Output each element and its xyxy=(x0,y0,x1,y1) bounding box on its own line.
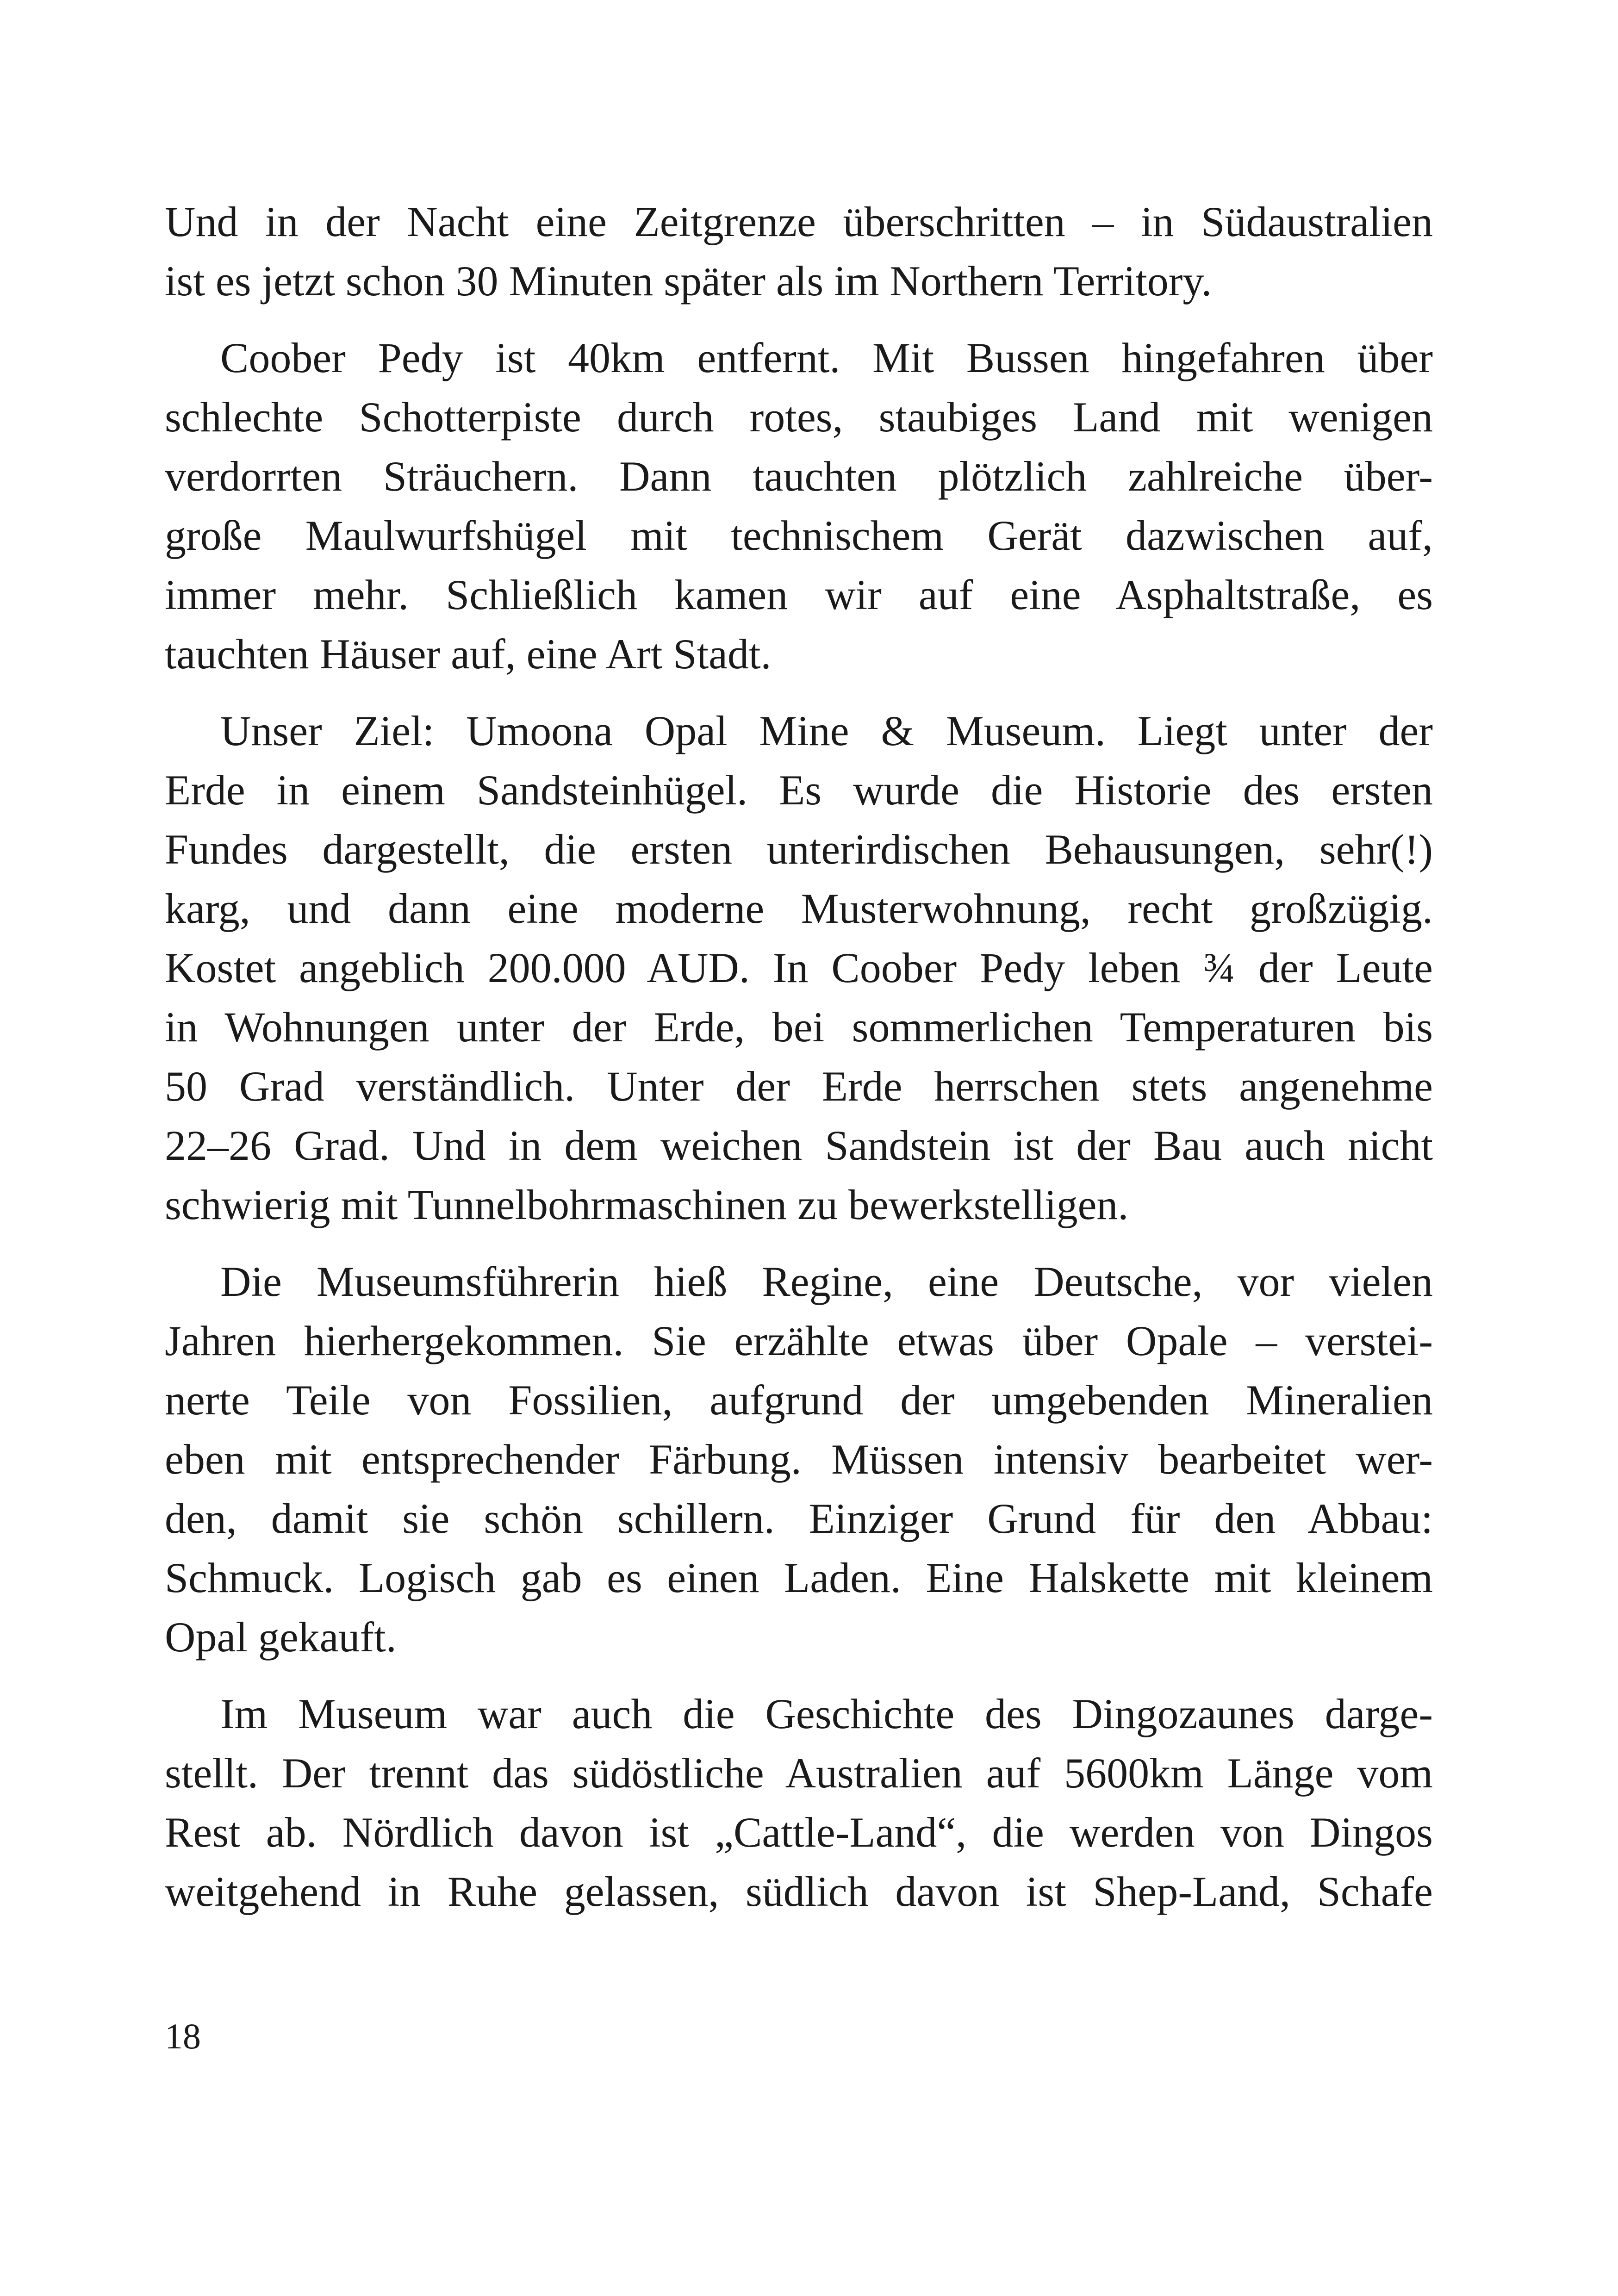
text-line: ist es jetzt schon 30 Minuten später als im Northern Territory. xyxy=(165,257,1212,305)
text-line: große Maulwurfshügel mit technischem Gerät dazwischen auf, xyxy=(165,512,1433,559)
text-line: karg, und dann eine moderne Musterwohnung, recht großzügig. xyxy=(165,885,1433,932)
page-number: 18 xyxy=(165,2016,201,2056)
text-line: Und in der Nacht eine Zeitgrenze überschritten – in Südaustralien xyxy=(165,198,1433,245)
text-line: stellt. Der trennt das südöstliche Australien auf 5600km Länge vom xyxy=(165,1749,1433,1797)
text-line: weitgehend in Ruhe gelassen, südlich davon ist Shep-Land, Schafe xyxy=(165,1868,1433,1915)
text-line: 50 Grad verständlich. Unter der Erde herrschen stets angenehme xyxy=(165,1063,1433,1110)
text-line: den, damit sie schön schillern. Einziger Grund für den Abbau: xyxy=(165,1495,1433,1542)
text-line: in Wohnungen unter der Erde, bei sommerlichen Temperaturen bis xyxy=(165,1003,1433,1051)
text-line: Fundes dargestellt, die ersten unterirdischen Behausungen, sehr(!) xyxy=(165,826,1433,873)
text-line: Jahren hierhergekommen. Sie erzählte etwas über Opale – verstei- xyxy=(165,1317,1433,1364)
text-line: Rest ab. Nördlich davon ist „Cattle-Land“, die werden von Dingos xyxy=(165,1809,1433,1856)
text-line: immer mehr. Schließlich kamen wir auf eine Asphaltstraße, es xyxy=(165,571,1433,618)
text-line: Unser Ziel: Umoona Opal Mine & Museum. Liegt unter der xyxy=(220,707,1433,754)
text-line: schlechte Schotterpiste durch rotes, staubiges Land mit wenigen xyxy=(165,393,1433,441)
text-line: Im Museum war auch die Geschichte des Dingozaunes darge- xyxy=(220,1690,1433,1737)
body-text xyxy=(165,192,1433,1921)
text-line: Kostet angeblich 200.000 AUD. In Coober Pedy leben ¾ der Leute xyxy=(165,944,1433,991)
text-line: nerte Teile von Fossilien, aufgrund der umgebenden Mineralien xyxy=(165,1376,1433,1424)
text-line: Die Museumsführerin hieß Regine, eine Deutsche, vor vielen xyxy=(220,1258,1433,1305)
text-line: 22–26 Grad. Und in dem weichen Sandstein ist der Bau auch nicht xyxy=(165,1122,1433,1169)
text-line: Coober Pedy ist 40km entfernt. Mit Bussen hingefahren über xyxy=(220,334,1433,381)
text-line: schwierig mit Tunnelbohrmaschinen zu bewerkstelligen. xyxy=(165,1181,1129,1228)
text-line: tauchten Häuser auf, eine Art Stadt. xyxy=(165,630,772,678)
text-line: Erde in einem Sandsteinhügel. Es wurde die Historie des ersten xyxy=(165,766,1433,814)
text-line: Schmuck. Logisch gab es einen Laden. Eine Halskette mit kleinem xyxy=(165,1554,1433,1601)
text-line: Opal gekauft. xyxy=(165,1613,397,1661)
text-line: verdorrten Sträuchern. Dann tauchten plötzlich zahlreiche über- xyxy=(165,453,1433,500)
text-line: eben mit entsprechender Färbung. Müssen intensiv bearbeitet wer- xyxy=(165,1436,1433,1483)
